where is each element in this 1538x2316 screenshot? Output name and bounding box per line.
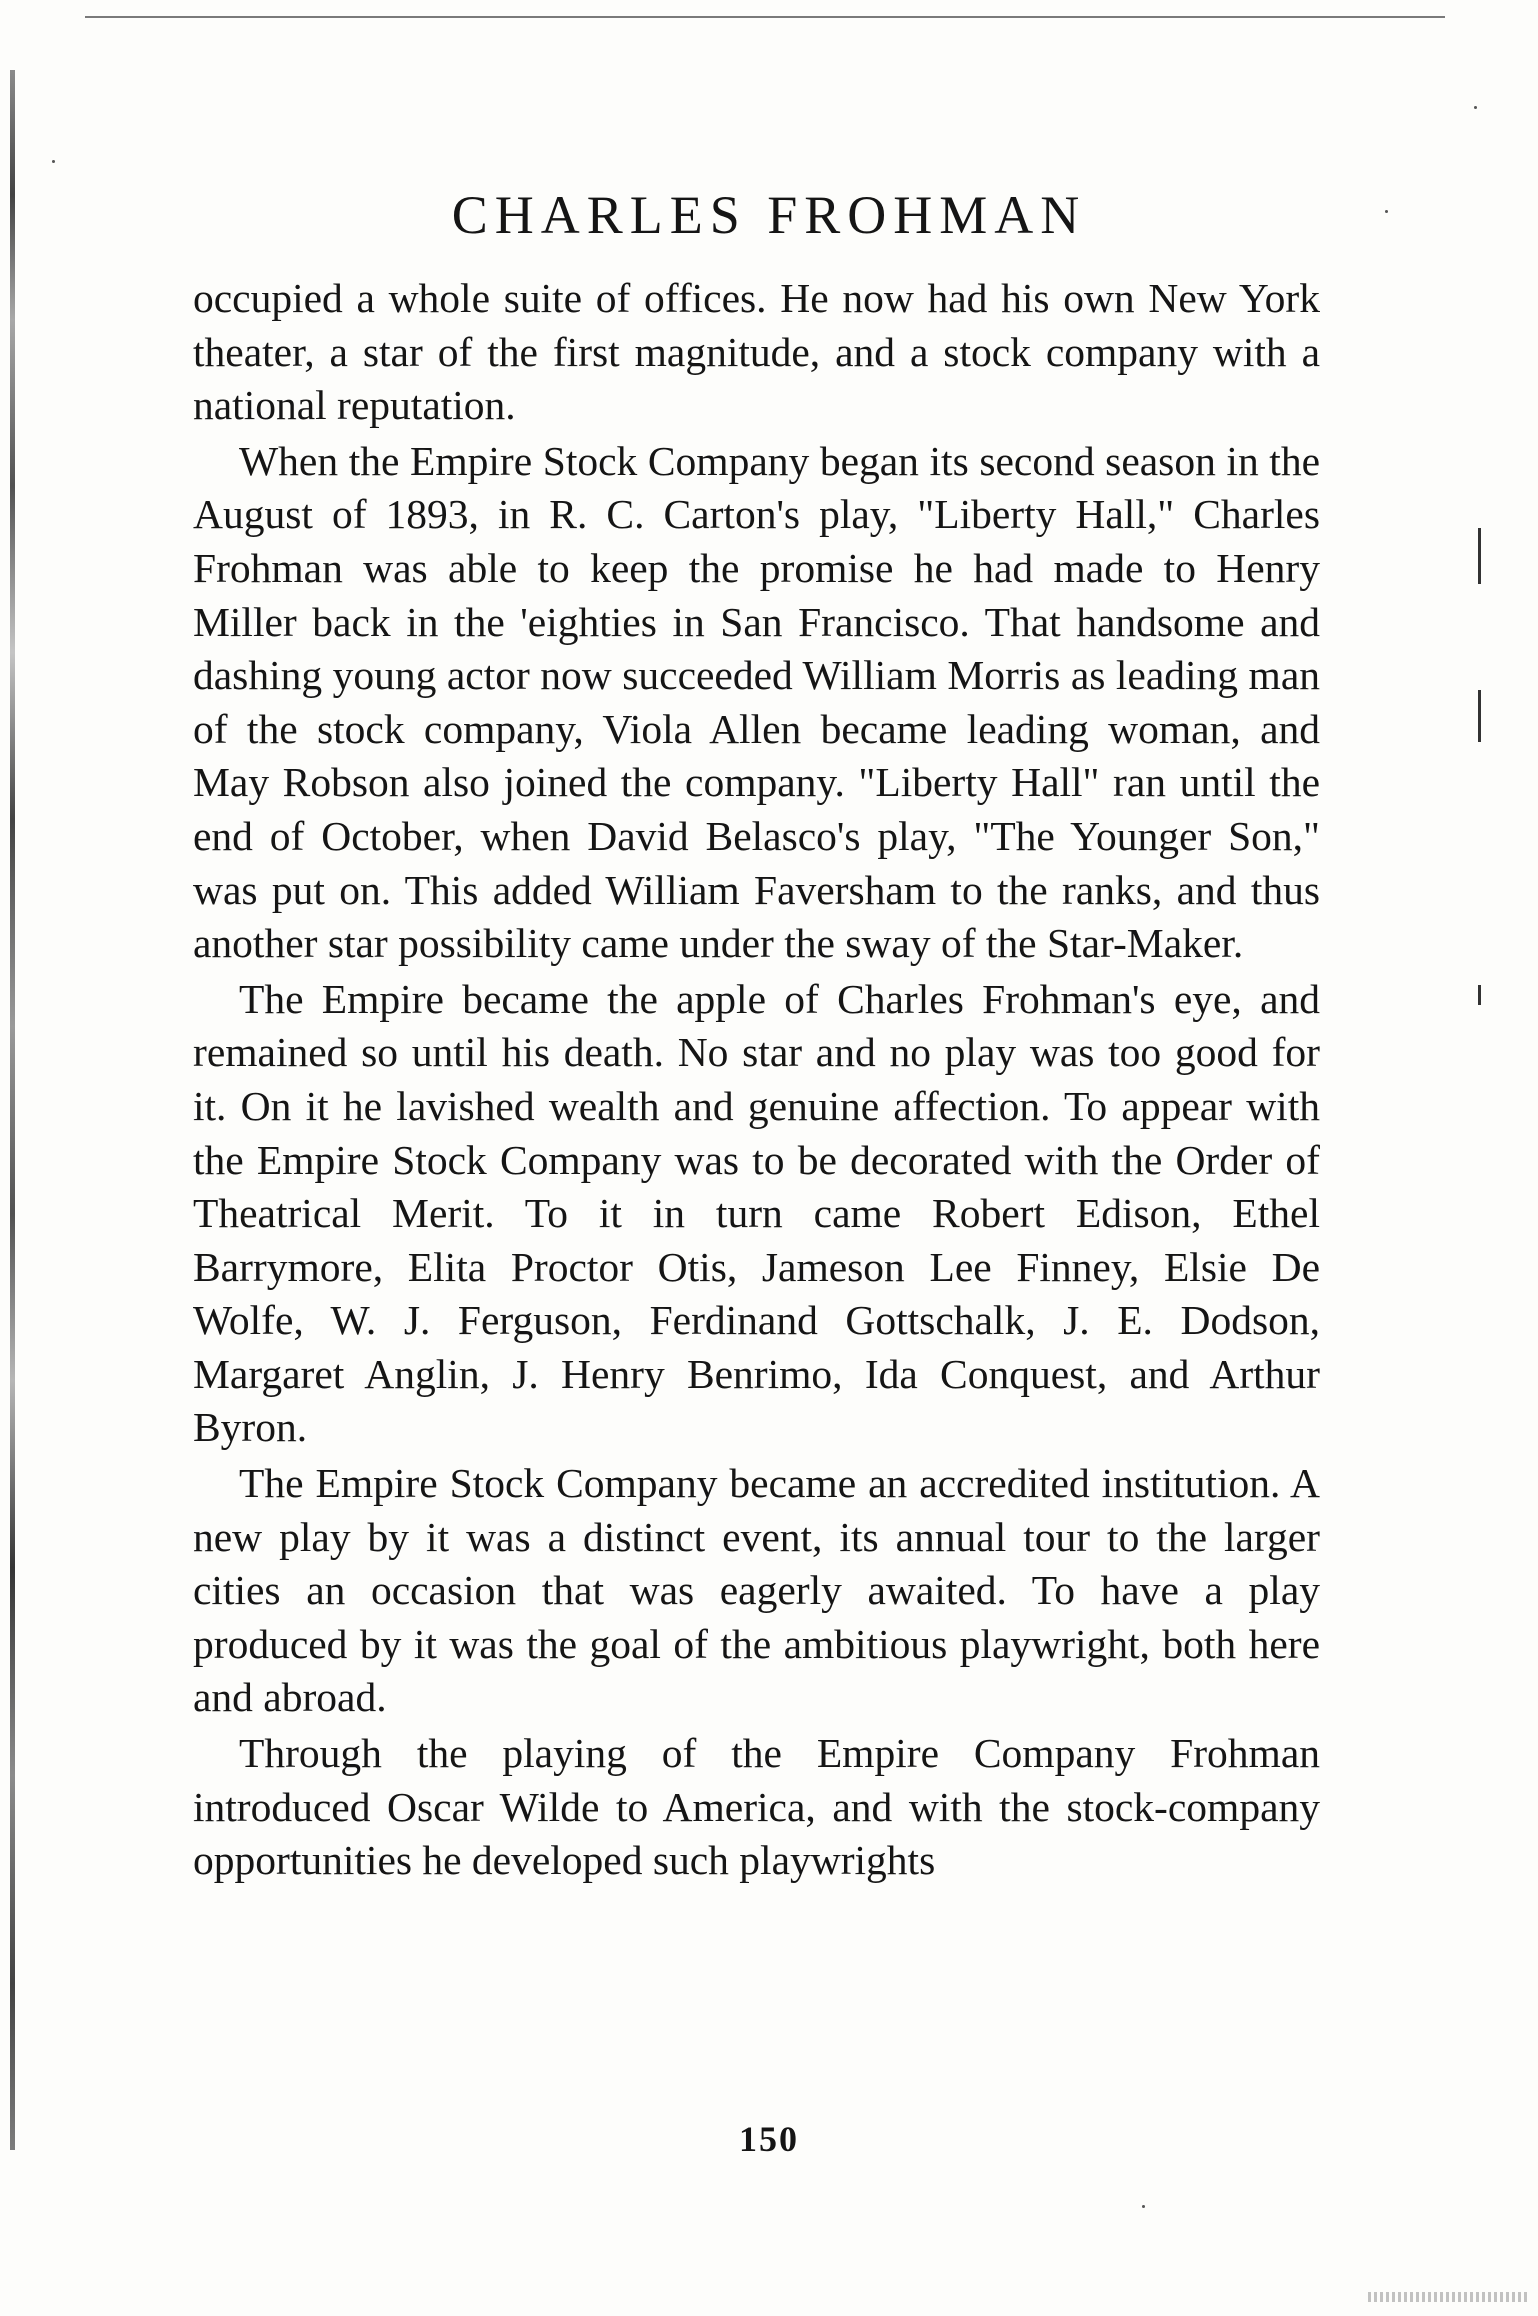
margin-mark	[1478, 985, 1481, 1005]
paragraph: occupied a whole suite of offices. He now had his own New York theater, a star of the first magnitude, and a stock company with a national reputation.	[193, 275, 1320, 429]
paragraph: The Empire became the apple of Charles Frohman's eye, and remained so until his death. No star and no play was too good for it. On it he lavished wealth and genuine affection. To appear with the Empire Stock Company was to be decorated with the Order of Theatrical Merit. To it in turn came Robert Edison, Ethel Barrymore, Elita Proctor Otis, Jameson Lee Finney, Elsie De Wolfe, W. J. Ferguson, Ferdinand Gottschalk, J. E. Dodson, Margaret Anglin, J. Henry Benrimo, Ida Conquest, and Arthur Byron.	[193, 975, 1320, 1451]
margin-mark	[1478, 528, 1481, 584]
paragraph: The Empire Stock Company became an accredited institution. A new play by it was a distinct event, its annual tour to the larger cities an occasion that was eagerly awaited. To have a play produced by it was the goal of the ambitious playwright, both here and abroad.	[193, 1460, 1320, 1721]
margin-mark	[1478, 690, 1481, 742]
speck	[1142, 2205, 1145, 2208]
speck	[52, 160, 55, 163]
page-number: 150	[739, 2119, 799, 2159]
corner-smudge	[1368, 2292, 1528, 2302]
paragraph: When the Empire Stock Company began its second season in the August of 1893, in R. C. Carton's play, "Liberty Hall," Charles Frohman was able to keep the promise he had made to Henry Miller back in the 'eighties in San Francisco. That handsome and dashing young actor now succeeded William Morris as leading man of the stock company, Viola Allen became leading woman, and May Robson also joined the company. "Liberty Hall" ran until the end of October, when David Belasco's play, "The Younger Son," was put on. This added William Faversham to the ranks, and thus another star possibility came under the sway of the Star-Maker.	[193, 437, 1320, 967]
body-text	[193, 272, 1320, 1888]
speck	[1474, 106, 1477, 109]
binding-edge	[10, 70, 15, 2150]
paragraph: Through the playing of the Empire Company Frohman introduced Oscar Wilde to America, and with the stock-company opportunities he developed such playwrights	[193, 1730, 1320, 1884]
running-head: CHARLES FROHMAN	[451, 185, 1087, 245]
top-rule	[85, 16, 1445, 18]
